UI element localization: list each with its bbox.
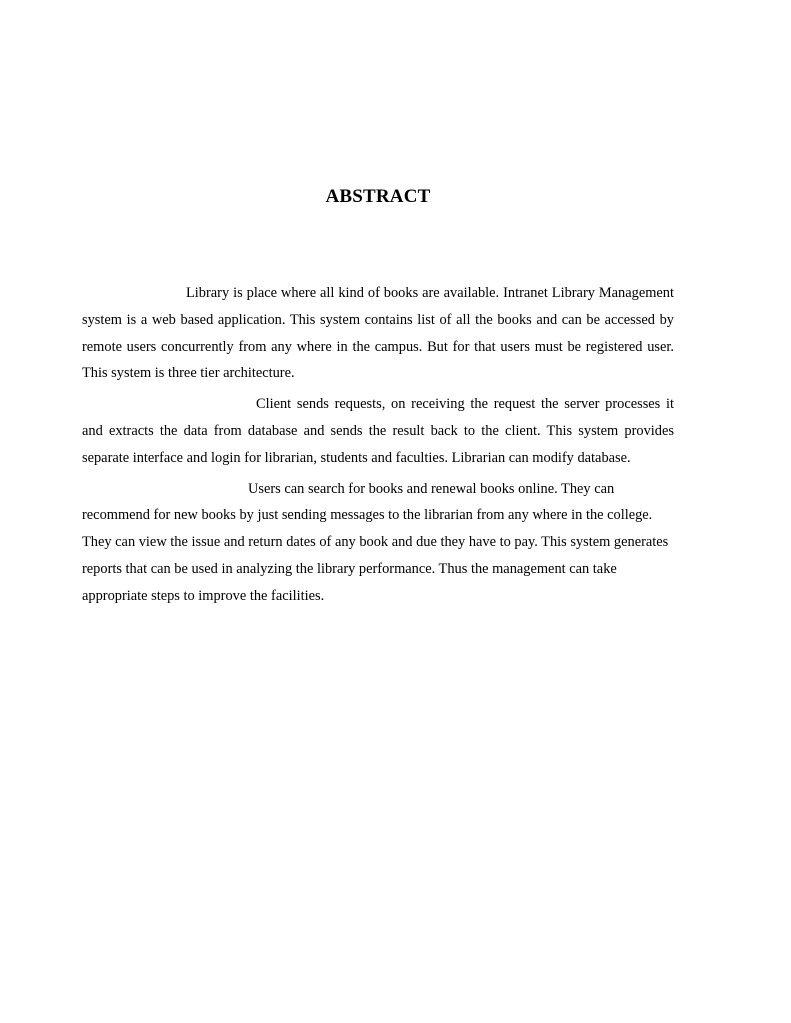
abstract-paragraph-3: Users can search for books and renewal books online. They can recommend for new books by just sending messages to the librarian from any where in the college. They can view the issue and return dates of any book and due they have to pay. This system generates reports that can be used in analyzing the library performance. Thus the management can take appropriate steps to improve the facilities. — [82, 480, 669, 605]
page-title: ABSTRACT — [325, 186, 431, 207]
abstract-paragraph-1: Library is place where all kind of books are available. Intranet Library Management system is a web based application. This system contains list of all the books and can be accessed by remote users concurrently from any where in the campus. But for that users must be registered user. This system is three tier architecture. — [82, 285, 674, 382]
abstract-paragraph-2: Client sends requests, on receiving the request the server processes it and extracts the data from database and sends the result back to the client. This system provides separate interface and login for librarian, students and faculties. Librarian can modify database. — [82, 396, 674, 466]
abstract-body — [82, 280, 674, 610]
